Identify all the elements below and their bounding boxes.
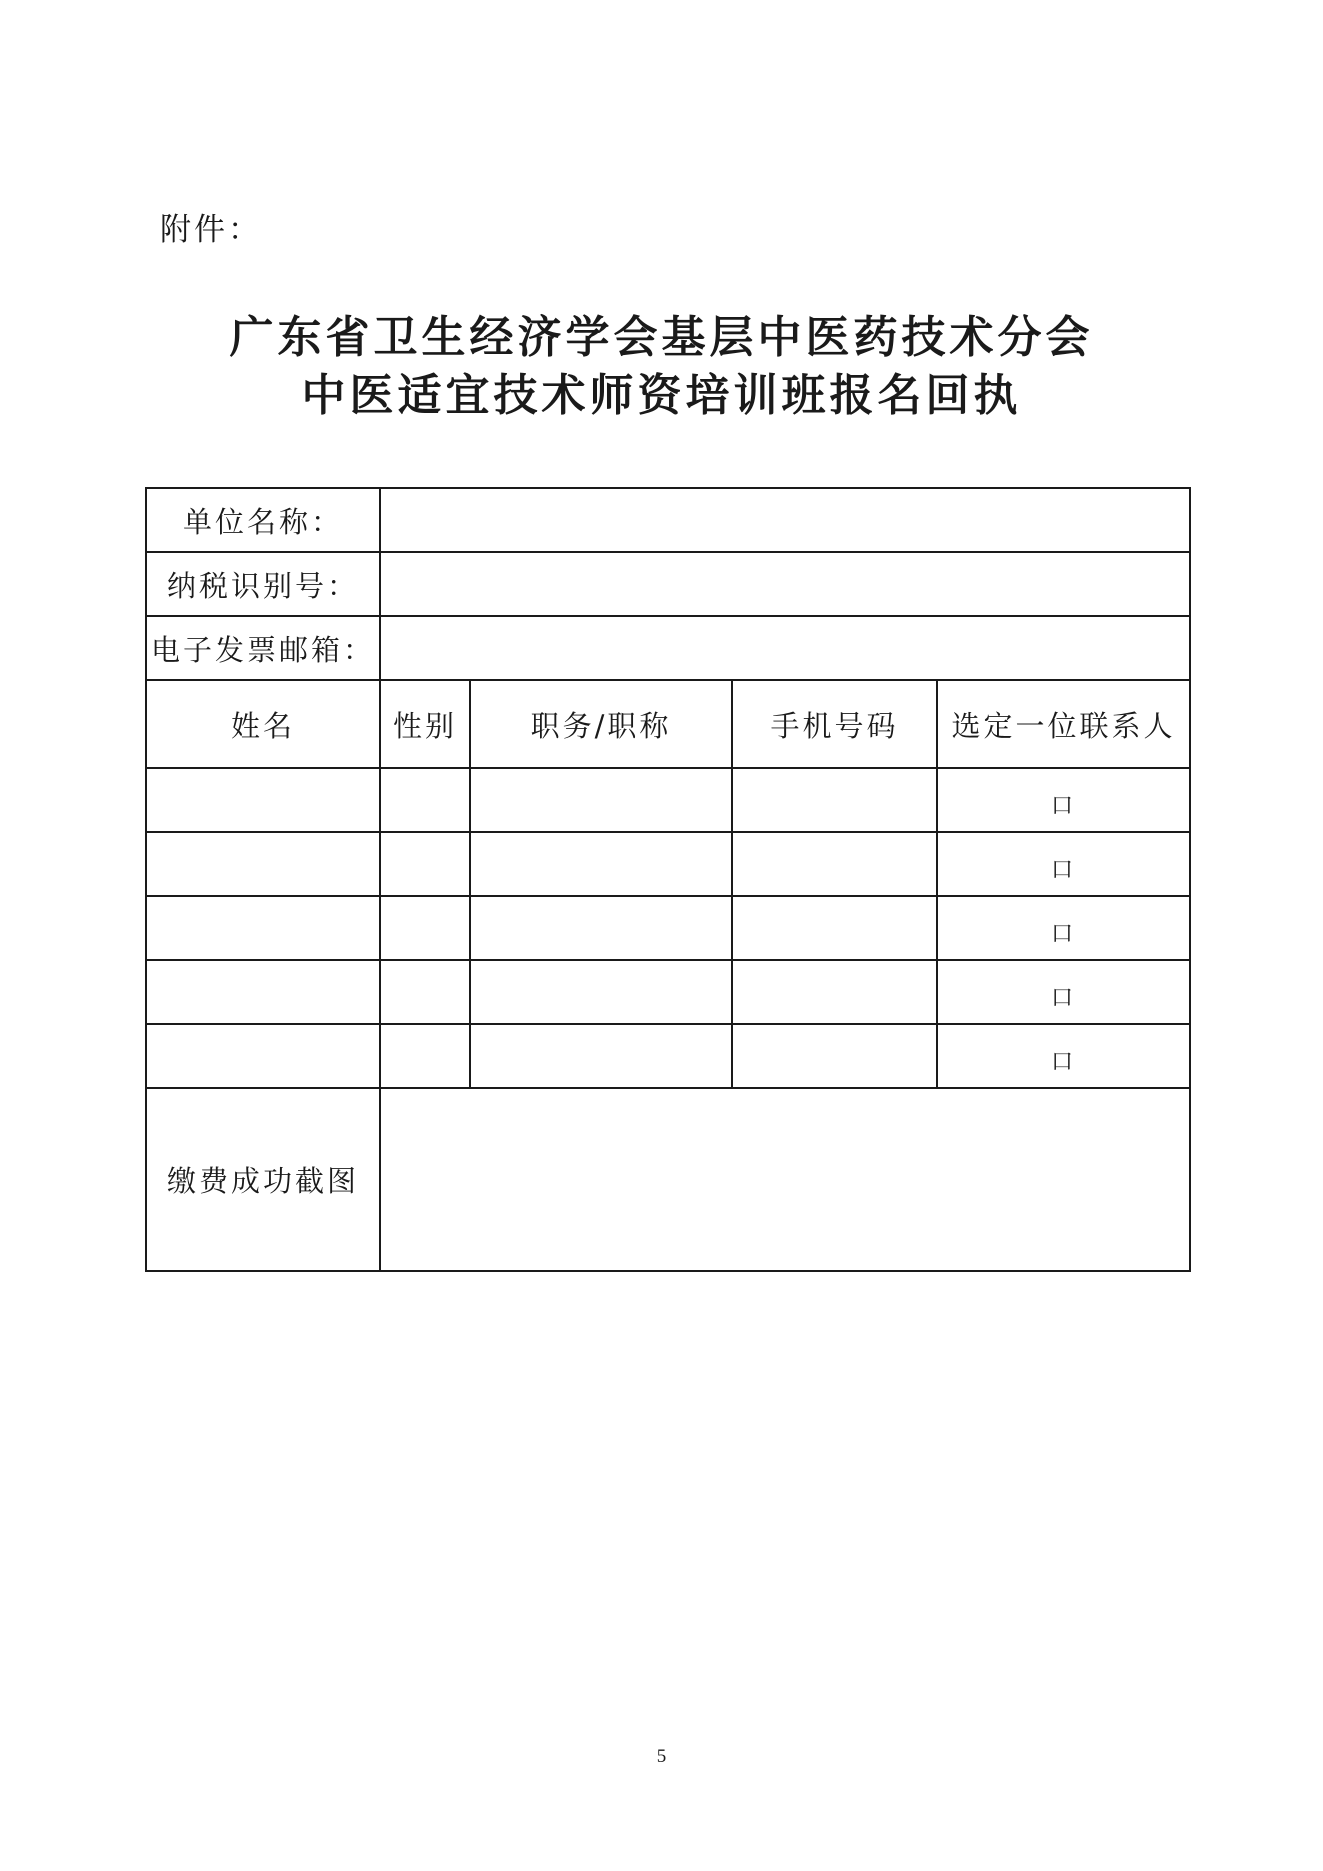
position-cell[interactable]: [470, 960, 732, 1024]
attachment-label: 附件：: [160, 212, 262, 248]
gender-cell[interactable]: [380, 1024, 470, 1088]
name-cell[interactable]: [146, 768, 380, 832]
phone-cell[interactable]: [732, 896, 937, 960]
unit-name-field[interactable]: [380, 488, 1190, 552]
position-cell[interactable]: [470, 1024, 732, 1088]
page-number: 5: [656, 1746, 667, 1767]
position-cell[interactable]: [470, 896, 732, 960]
col-header-contact: 选定一位联系人: [937, 680, 1190, 768]
phone-cell[interactable]: [732, 960, 937, 1024]
tax-id-field[interactable]: [380, 552, 1190, 616]
unit-name-row: [146, 488, 1190, 552]
contact-checkbox[interactable]: 口: [1050, 985, 1076, 1011]
phone-cell[interactable]: [732, 832, 937, 896]
payment-screenshot-area[interactable]: [380, 1088, 1190, 1271]
col-header-gender: 性别: [380, 680, 470, 768]
name-cell[interactable]: [146, 960, 380, 1024]
gender-cell[interactable]: [380, 768, 470, 832]
tax-id-label: 纳税识别号：: [146, 552, 380, 616]
position-cell[interactable]: [470, 832, 732, 896]
contact-checkbox[interactable]: 口: [1050, 857, 1076, 883]
payment-label: 缴费成功截图: [146, 1088, 380, 1271]
table-header-row: [146, 680, 1190, 768]
phone-cell[interactable]: [732, 1024, 937, 1088]
gender-cell[interactable]: [380, 896, 470, 960]
table-row: [146, 832, 1190, 896]
contact-select-cell[interactable]: [937, 768, 1190, 832]
table-row: [146, 1024, 1190, 1088]
col-header-name: 姓名: [146, 680, 380, 768]
title-line-2: 中医适宜技术师资培训班报名回执: [301, 370, 1022, 421]
tax-id-row: [146, 552, 1190, 616]
table-row: [146, 768, 1190, 832]
invoice-email-row: [146, 616, 1190, 680]
contact-checkbox[interactable]: 口: [1050, 793, 1076, 819]
gender-cell[interactable]: [380, 832, 470, 896]
unit-name-label: 单位名称：: [146, 488, 380, 552]
col-header-phone: 手机号码: [732, 680, 937, 768]
name-cell[interactable]: [146, 832, 380, 896]
contact-checkbox[interactable]: 口: [1050, 921, 1076, 947]
contact-checkbox[interactable]: 口: [1050, 1049, 1076, 1075]
position-cell[interactable]: [470, 768, 732, 832]
title-line-1: 广东省卫生经济学会基层中医药技术分会: [229, 312, 1094, 363]
col-header-position: 职务/职称: [470, 680, 732, 768]
table-row: [146, 896, 1190, 960]
payment-row: [146, 1088, 1190, 1271]
phone-cell[interactable]: [732, 768, 937, 832]
contact-select-cell[interactable]: [937, 832, 1190, 896]
contact-select-cell[interactable]: [937, 896, 1190, 960]
invoice-email-label: 电子发票邮箱：: [146, 616, 380, 680]
contact-select-cell[interactable]: [937, 960, 1190, 1024]
name-cell[interactable]: [146, 1024, 380, 1088]
registration-form-table: [145, 487, 1191, 1272]
contact-select-cell[interactable]: [937, 1024, 1190, 1088]
gender-cell[interactable]: [380, 960, 470, 1024]
invoice-email-field[interactable]: [380, 616, 1190, 680]
table-row: [146, 960, 1190, 1024]
name-cell[interactable]: [146, 896, 380, 960]
